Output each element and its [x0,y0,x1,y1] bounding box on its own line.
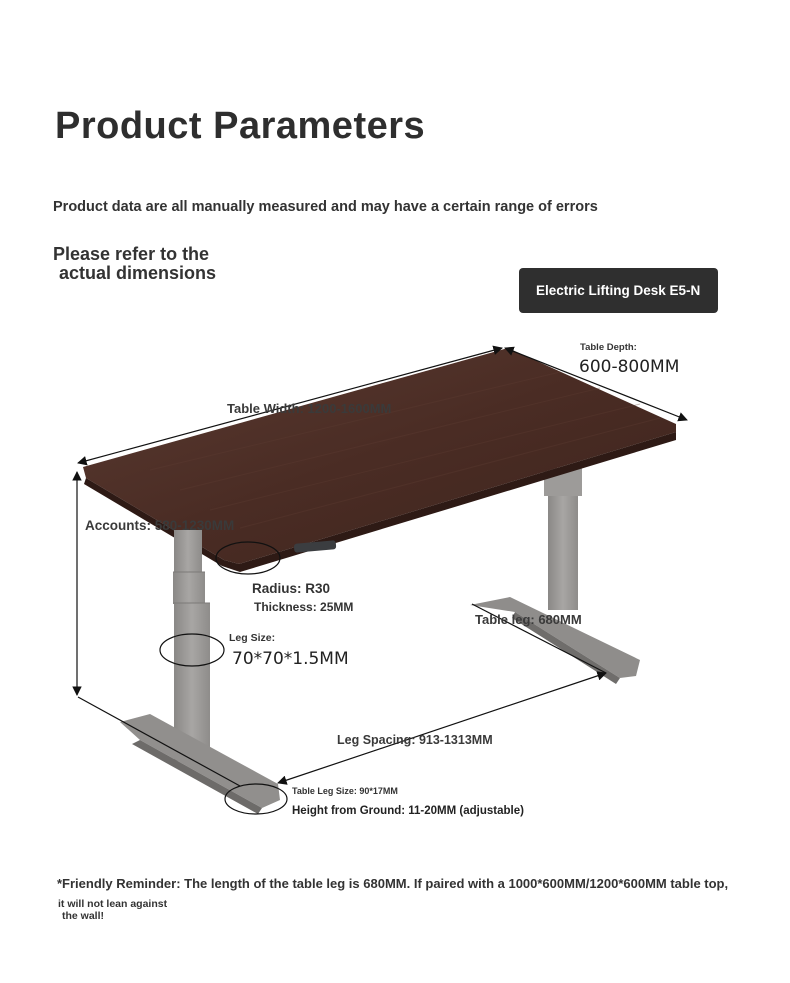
corner-radius-label: Radius: R30 [252,581,331,596]
thickness-label: Thickness: 25MM [254,600,354,614]
refer-note [53,245,216,283]
page-title: Product Parameters [55,105,426,147]
refer-note-line2: actual dimensions [59,263,217,283]
product-model-badge: Electric Lifting Desk E5-N [519,268,718,313]
measurement-disclaimer: Product data are all manually measured and may have a certain range of errors [53,199,598,215]
wall-note-line2: the wall! [62,910,105,922]
foot-size-label: Table Leg Size: 90*17MM [292,786,398,796]
ground-height-label: Height from Ground: 11-20MM (adjustable) [292,805,524,817]
back-leg [470,468,640,684]
height-range-label: Accounts: 580-1230MM [85,518,235,533]
friendly-reminder: *Friendly Reminder: The length of the table leg is 680MM. If paired with a 1000*600MM/1200*600MM table top, [57,876,729,891]
leg-size-label: Leg Size: [229,632,276,644]
refer-note-line1: Please refer to the [53,244,210,264]
leg-length-label: Table leg: 680MM [475,612,582,627]
table-depth-label: Table Depth: [580,342,637,353]
table-depth-value: 600-800MM [579,357,680,377]
wall-note [58,898,167,922]
leg-spacing-label: Leg Spacing: 913-1313MM [337,733,493,747]
wall-note-line1: it will not lean against [58,898,168,910]
table-width-label: Table Width: 1200-1600MM [227,401,392,416]
front-leg [120,530,280,814]
leg-size-value: 70*70*1.5MM [232,649,349,669]
